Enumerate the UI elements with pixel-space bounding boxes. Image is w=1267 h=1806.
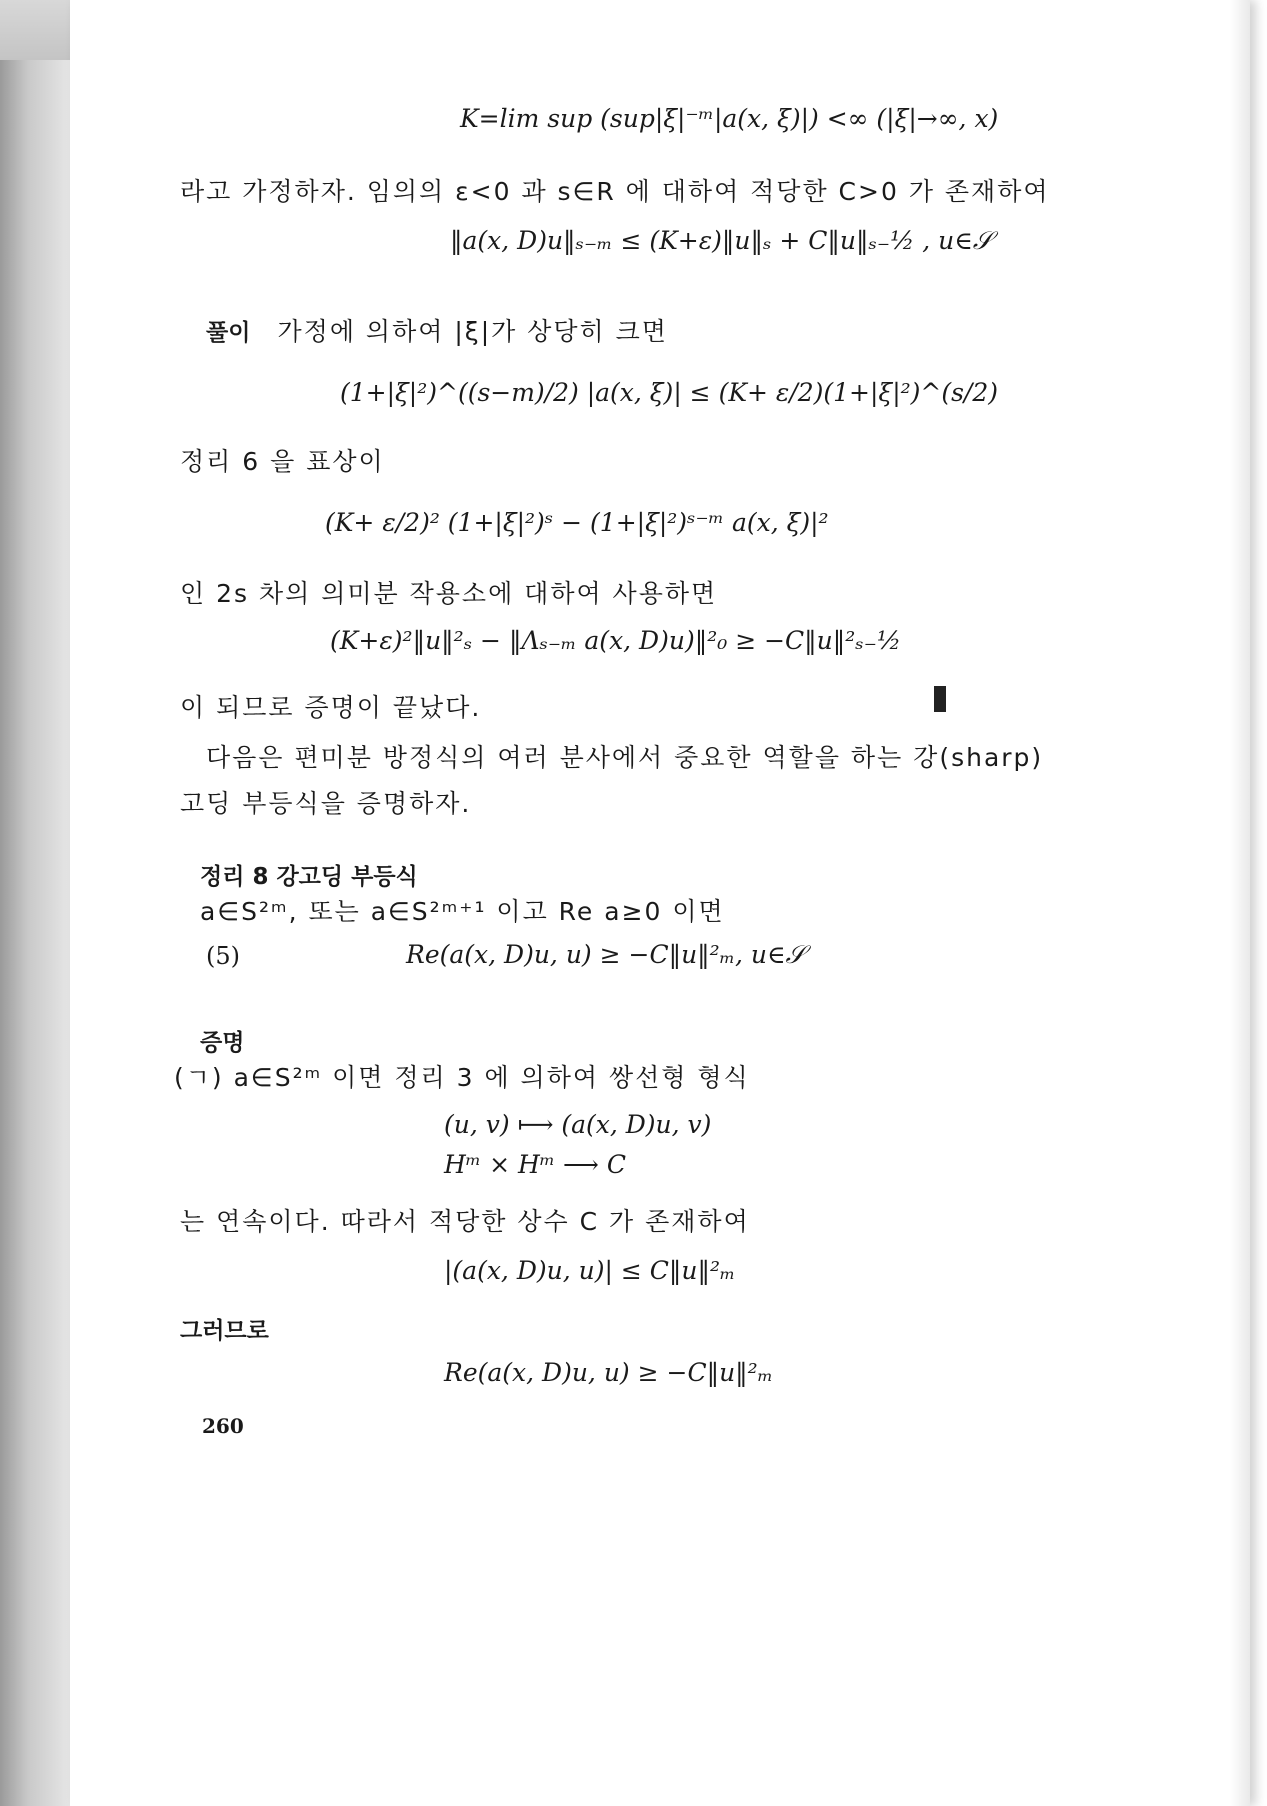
proof-text: 가정에 의하여 |ξ|가 상당히 크면 <box>277 317 668 346</box>
book-spine <box>0 0 70 1806</box>
equation-5: Re(a(x, D)u, u) ≥ −C‖u‖²ₘ, u∈𝒮 <box>406 940 805 969</box>
equation-bound: |(a(x, D)u, u)| ≤ C‖u‖²ₘ <box>444 1256 736 1285</box>
equation-symbol-bound: (1+|ξ|²)^((s−m)/2) |a(x, ξ)| ≤ (K+ ε/2)(1+|ξ|²)^(s/2) <box>340 378 999 407</box>
page-edge-shadow <box>1230 0 1250 1806</box>
equation-estimate: ‖a(x, D)u‖ₛ₋ₘ ≤ (K+ε)‖u‖ₛ + C‖u‖ₛ₋½ , u∈𝒮 <box>450 226 993 255</box>
text-proved: 이 되므로 증명이 끝났다. <box>180 693 482 722</box>
text-therefore: 그러므로 <box>180 1318 269 1344</box>
text-apply: 인 2s 차의 의미분 작용소에 대하여 사용하면 <box>180 579 718 608</box>
equation-final: Re(a(x, D)u, u) ≥ −C‖u‖²ₘ <box>444 1358 774 1387</box>
equation-number-5: (5) <box>206 942 240 970</box>
text-case-a: (ㄱ) a∈S²ᵐ 이면 정리 3 에 의하여 쌍선형 형식 <box>174 1063 750 1092</box>
equation-map-2: Hᵐ × Hᵐ ⟶ C <box>444 1150 626 1179</box>
equation-limsup: K=lim sup (sup|ξ|⁻ᵐ|a(x, ξ)|) <∞ (|ξ|→∞, x) <box>460 104 999 133</box>
book-page <box>70 0 1250 1806</box>
proof2-label: 증명 <box>200 1030 245 1056</box>
equation-map-1: (u, v) ⟼ (a(x, D)u, v) <box>444 1110 712 1139</box>
text-assumption: 라고 가정하자. 임의의 ε<0 과 s∈R 에 대하여 적당한 C>0 가 존재하여 <box>180 177 1050 206</box>
book-spine-top <box>0 0 70 60</box>
equation-result: (K+ε)²‖u‖²ₛ − ‖Λₛ₋ₘ a(x, D)u)‖²₀ ≥ −C‖u‖²ₛ₋½ <box>330 626 902 655</box>
text-theorem6: 정리 6 을 표상이 <box>180 447 385 476</box>
equation-symbol-diff: (K+ ε/2)² (1+|ξ|²)ˢ − (1+|ξ|²)ˢ⁻ᵐ a(x, ξ)|² <box>325 508 829 537</box>
proof-label: 풀이 <box>206 320 251 346</box>
qed-mark <box>934 686 946 712</box>
theorem8-title: 정리 8 강고딩 부등식 <box>200 864 418 890</box>
page-number: 260 <box>202 1414 244 1438</box>
paragraph-next-line1: 다음은 편미분 방정식의 여러 분사에서 중요한 역할을 하는 강(sharp) <box>206 743 1044 772</box>
proof-line <box>206 312 668 348</box>
text-continuous: 는 연속이다. 따라서 적당한 상수 C 가 존재하여 <box>180 1207 750 1236</box>
theorem8-condition: a∈S²ᵐ, 또는 a∈S²ᵐ⁺¹ 이고 Re a≥0 이면 <box>200 897 725 926</box>
paragraph-next-line2: 고딩 부등식을 증명하자. <box>180 789 472 818</box>
